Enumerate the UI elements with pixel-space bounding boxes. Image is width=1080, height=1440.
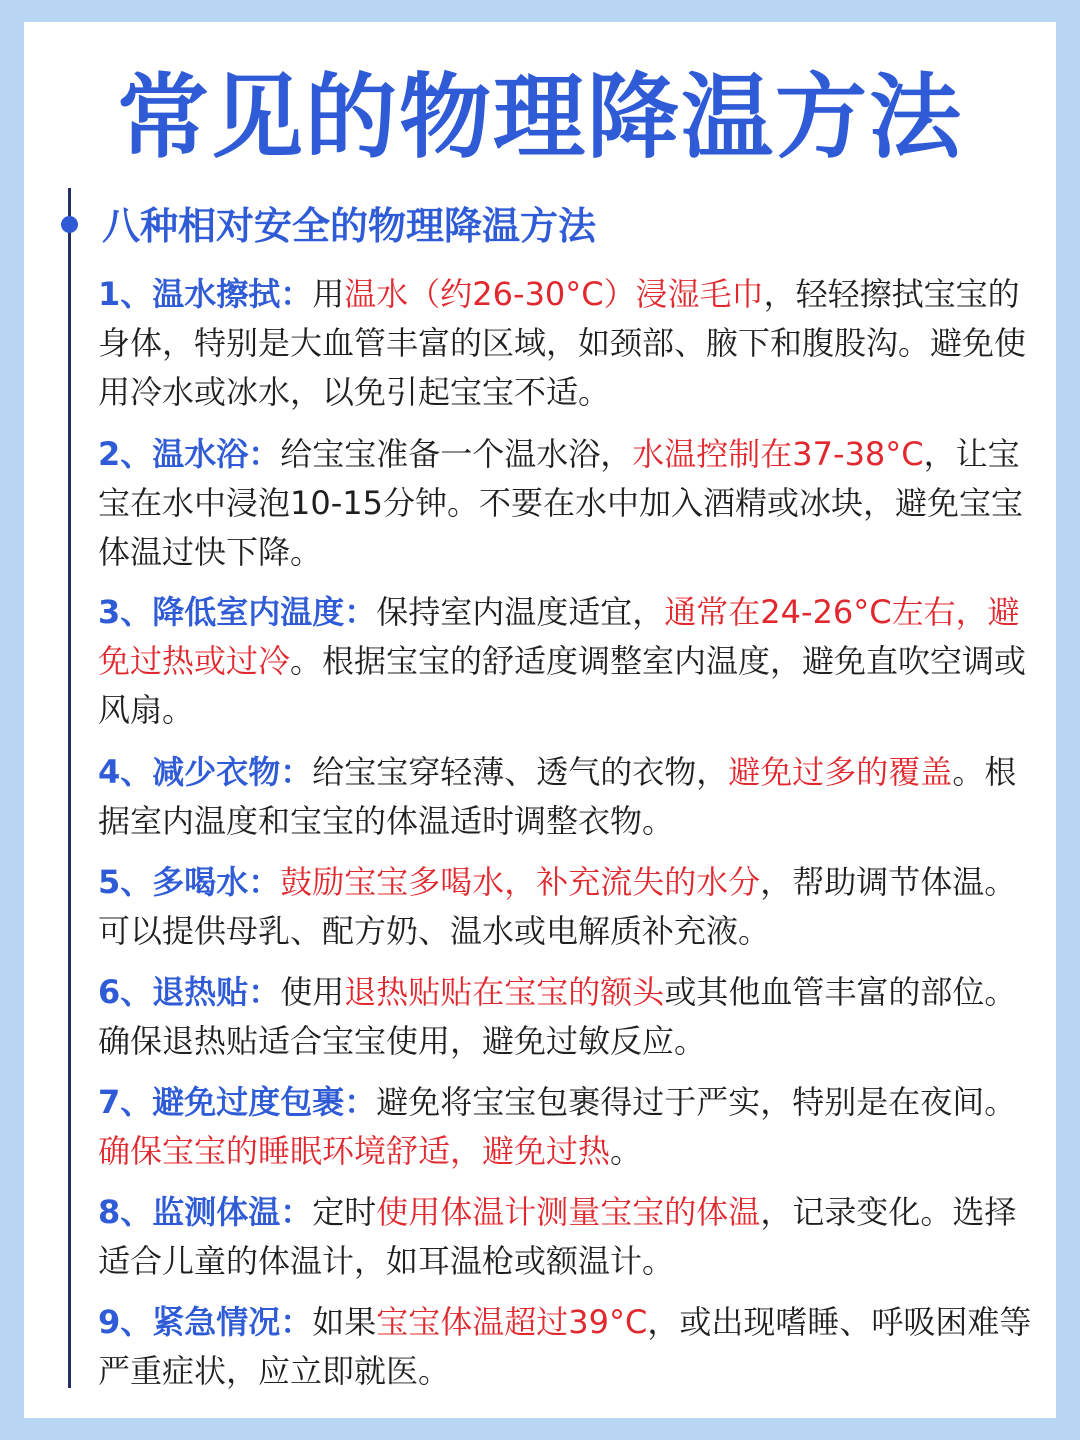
- method-text: ，或出现嗜睡、呼吸困难等严重症状，应立即就医。: [98, 1303, 1032, 1390]
- method-label: 5、多喝水：: [98, 863, 281, 901]
- method-text: 。根据宝宝的舒适度调整室内温度，避免直吹空调或风扇。: [98, 642, 1027, 729]
- method-highlight: 宝宝体温超过39°C: [376, 1303, 648, 1341]
- timeline-dot: [61, 216, 78, 233]
- method-highlight: 避免过多的覆盖: [728, 753, 953, 791]
- method-text: 。根据室内温度和宝宝的体温适时调整衣物。: [98, 753, 1017, 840]
- method-label: 7、避免过度包裹：: [98, 1083, 377, 1121]
- method-label: 4、减少衣物：: [98, 753, 313, 791]
- method-highlight: 确保宝宝的睡眠环境舒适，避免过热: [98, 1132, 611, 1170]
- method-text: 使用: [280, 973, 345, 1011]
- method-text: ，让宝宝在水中浸泡10-15分钟。不要在水中加入酒精或冰块，避免宝宝体温过快下降。: [98, 435, 1023, 571]
- timeline-line: [68, 188, 71, 1388]
- method-text: ，记录变化。选择适合儿童的体温计，如耳温枪或额温计。: [98, 1193, 1017, 1280]
- method-text: 。: [610, 1132, 643, 1170]
- method-text: 给宝宝穿轻薄、透气的衣物，: [312, 753, 729, 791]
- section-subtitle: 八种相对安全的物理降温方法: [102, 204, 597, 248]
- method-item-8: [98, 1188, 1038, 1286]
- method-highlight: 使用体温计测量宝宝的体温: [376, 1193, 761, 1231]
- method-highlight: 水温控制在37-38°C: [632, 435, 924, 473]
- method-highlight: 通常在24-26°C左右，避免过热或过冷: [98, 593, 1020, 680]
- method-item-4: [98, 748, 1038, 846]
- method-item-9: [98, 1298, 1038, 1396]
- method-text: 保持室内温度适宜，: [376, 593, 665, 631]
- method-text: 或其他血管丰富的部位。确保退热贴适合宝宝使用，避免过敏反应。: [98, 973, 1017, 1060]
- method-item-7: [98, 1078, 1038, 1176]
- method-text: ，帮助调节体温。可以提供母乳、配方奶、温水或电解质补充液。: [98, 863, 1017, 950]
- method-text: 避免将宝宝包裹得过于严实，特别是在夜间。: [376, 1083, 1017, 1121]
- method-label: 8、监测体温：: [98, 1193, 313, 1231]
- method-item-5: [98, 858, 1038, 956]
- method-label: 1、温水擦拭：: [98, 275, 313, 313]
- method-highlight: 温水（约26-30°C）浸湿毛巾: [344, 275, 764, 313]
- method-text: ，轻轻擦拭宝宝的身体，特别是大血管丰富的区域，如颈部、腋下和腹股沟。避免使用冷水或冰水，以免引起宝宝不适。: [98, 275, 1027, 411]
- method-item-1: [98, 270, 1038, 417]
- method-label: 3、降低室内温度：: [98, 593, 377, 631]
- method-label: 9、紧急情况：: [98, 1303, 313, 1341]
- method-text: 给宝宝准备一个温水浴，: [280, 435, 633, 473]
- method-label: 6、退热贴：: [98, 973, 281, 1011]
- page-title: 常见的物理降温方法: [116, 64, 963, 171]
- method-highlight: 退热贴贴在宝宝的额头: [344, 973, 665, 1011]
- method-item-6: [98, 968, 1038, 1066]
- method-label: 2、温水浴：: [98, 435, 281, 473]
- method-text: 定时: [312, 1193, 377, 1231]
- content-card: [24, 22, 1056, 1418]
- method-text: 如果: [312, 1303, 377, 1341]
- method-text: 用: [312, 275, 345, 313]
- method-item-3: [98, 588, 1038, 735]
- method-item-2: [98, 430, 1038, 577]
- method-highlight: 鼓励宝宝多喝水，补充流失的水分: [280, 863, 761, 901]
